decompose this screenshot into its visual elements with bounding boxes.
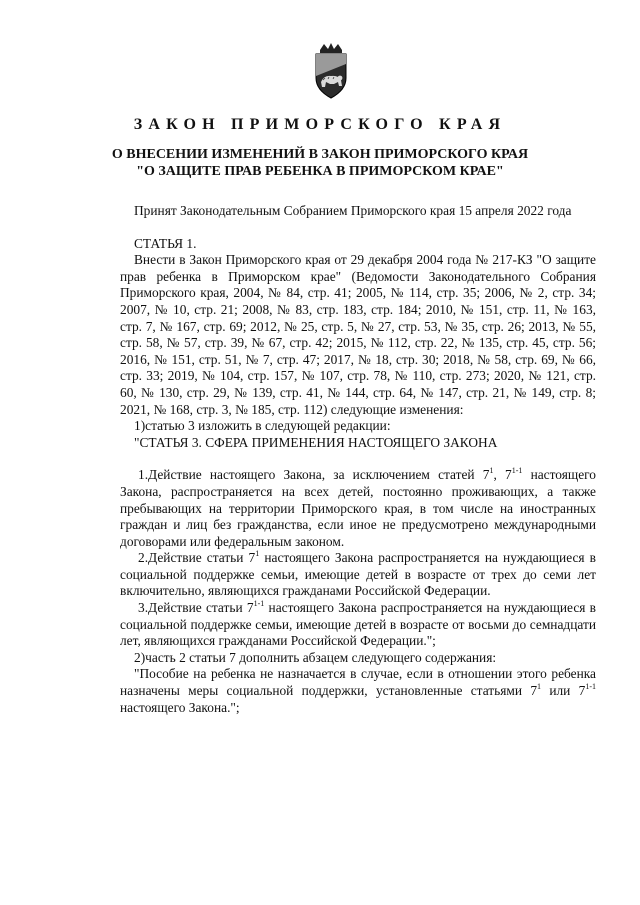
- coat-of-arms-icon: [312, 42, 350, 100]
- article1-text: Внести в Закон Приморского края от 29 декабря 2004 года № 217-КЗ "О защите прав ребенка в Приморском крае" (Ведомости Законодательного Собрания Приморского края, 2004, № 84, стр. 41; 2005, № 114, стр. 35; 2006, № 2, стр. 34; 2007, № 10, стр. 21; 2008, № 83, стр. 183, стр. 184; 2010, № 151, стр. 11, № 163, стр. 7, № 167, стр. 69; 2012, № 25, стр. 5, № 27, стр. 53, № 35, стр. 26; 2013, № 55, стр. 58, № 57, стр. 39, № 67, стр. 42; 2015, № 112, стр. 22, № 135, стр. 45, стр. 56; 2016, № 151, стр. 51, № 7, стр. 47; 2017, № 18, стр. 30; 2018, № 58, стр. 69, № 66, стр. 33; 2019, № 104, стр. 157, № 107, стр. 78, № 110, стр. 273; 2020, № 121, стр. 60, № 130, стр. 29, № 139, стр. 41, № 144, стр. 64, № 147, стр. 21, № 149, стр. 8; 2021, № 168, стр. 3, № 185, стр. 112) следующие изменения:: [120, 252, 596, 417]
- adoption-statement: Принят Законодательным Собранием Приморского края 15 апреля 2022 года: [134, 203, 572, 218]
- paragraph-3: 3.Действие статьи 7$^{1-1}$ настоящего Закона распространяется на нуждающиеся в социальной поддержке семьи, имеющие детей в возрасте от восьми до семнадцати лет, являющихся гражданами Российской Федерации.";: [120, 599, 597, 649]
- law-subtitle-line2: "О ЗАЩИТЕ ПРАВ РЕБЕНКА В ПРИМОРСКОМ КРАЕ": [136, 164, 504, 179]
- law-title: ЗАКОН ПРИМОРСКОГО КРАЯ: [133, 116, 507, 133]
- paragraph-1: 1.Действие настоящего Закона, за исключением статей $7^1$, 7$^{1-1}$ настоящего Закона, распространяется на всех детей, постоянно проживающих, а также пребывающих на территории Приморского края, в том числе на иностранных граждан и лиц без гражданства, если иное не предусмотрено международными договорами или федеральным законом.: [120, 466, 597, 549]
- article3-heading: "СТАТЬЯ 3. СФЕРА ПРИМЕНЕНИЯ НАСТОЯЩЕГО ЗАКОНА: [134, 434, 498, 450]
- law-subtitle-line1: О ВНЕСЕНИИ ИЗМЕНЕНИЙ В ЗАКОН ПРИМОРСКОГО КРАЯ: [111, 147, 529, 162]
- item1-intro: 1)статью 3 изложить в следующей редакции:: [134, 418, 391, 434]
- paragraph-2: 2.Действие статьи $7^1$ настоящего Закона распространяется на нуждающиеся в социальной поддержке семьи, имеющие детей в возрасте от трех до семи лет включительно, являющихся гражданами Российской Федерации.: [120, 549, 596, 599]
- law-body: [120, 203, 596, 716]
- article1-heading: СТАТЬЯ 1.: [134, 235, 197, 251]
- paragraph-4: "Пособие на ребенка не назначается в случае, если в отношении этого ребенка назначены меры социальной поддержки, установленные статьями $7^1$ или 7$^{1-1}$ настоящего Закона.";: [120, 666, 596, 715]
- item2-intro: 2)часть 2 статьи 7 дополнить абзацем следующего содержания:: [134, 649, 497, 665]
